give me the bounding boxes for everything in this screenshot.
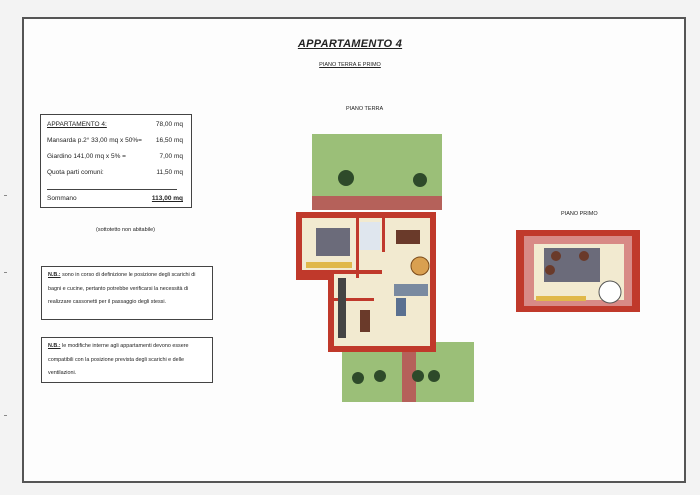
garden-top <box>312 134 442 196</box>
ground-floor-plan <box>290 130 480 405</box>
path-top <box>312 196 442 210</box>
bench-icon <box>536 296 586 301</box>
margin-mark <box>4 415 7 416</box>
margin-mark <box>4 195 7 196</box>
ground-floor-label: PIANO TERRA <box>346 106 384 112</box>
sofa-icon <box>394 284 428 296</box>
area-row-value: 78,00 mq <box>155 121 183 128</box>
note-prefix: N.B.: <box>48 272 61 278</box>
attic-note: (sottotetto non abitabile) <box>96 227 156 233</box>
area-table <box>40 114 192 208</box>
table-icon <box>396 230 420 244</box>
area-row-label: Mansarda p.2° 33,00 mq x 50%= <box>47 137 142 144</box>
tree-icon <box>413 173 427 187</box>
chair-icon <box>579 251 589 261</box>
first-floor-plan <box>512 226 644 316</box>
area-total-row <box>47 195 183 205</box>
area-row <box>47 137 183 147</box>
page-title: APPARTAMENTO 4 <box>297 38 403 50</box>
chair-icon <box>396 298 406 316</box>
area-row <box>47 153 183 163</box>
area-row <box>47 169 183 179</box>
tree-icon <box>374 370 386 382</box>
bathroom-tiles <box>360 222 380 250</box>
tree-icon <box>412 370 424 382</box>
wall-segment <box>382 218 385 252</box>
spiral-stair-icon <box>599 281 621 303</box>
dining-table-icon <box>360 310 370 332</box>
area-total-value: 113,00 mq <box>151 195 183 202</box>
area-row-value: 16,50 mq <box>155 137 183 144</box>
first-floor-label: PIANO PRIMO <box>561 211 598 217</box>
note-box-drains <box>41 266 213 320</box>
chair-icon <box>545 265 555 275</box>
note-text: sono in corso di definizione le posizione degli scarichi di bagni e cucine, pertanto potrebbe verificarsi la necessità di realizzare cassonetti per il passaggio degli stessi. <box>48 272 196 305</box>
wardrobe-icon <box>306 262 352 268</box>
note-box-changes <box>41 337 213 383</box>
area-row-value: 7,00 mq <box>159 153 183 160</box>
wall-segment <box>302 270 382 274</box>
chair-icon <box>551 251 561 261</box>
bed-icon <box>316 228 350 256</box>
tree-icon <box>338 170 354 186</box>
total-divider <box>47 189 177 190</box>
kitchen-counter <box>338 278 346 338</box>
area-row-label: Giardino 141,00 mq x 5% = <box>47 153 126 160</box>
margin-mark <box>4 272 7 273</box>
tree-icon <box>352 372 364 384</box>
page-subtitle: PIANO TERRA E PRIMO <box>319 62 381 68</box>
note-prefix: N.B.: <box>48 343 61 349</box>
area-row-label: APPARTAMENTO 4: <box>47 121 107 128</box>
note-text: le modifiche interne agli appartamenti devono essere compatibili con la posizione prevista degli scarichi e delle ventilazioni. <box>48 343 189 376</box>
area-total-label: Sommano <box>47 195 77 202</box>
wall-segment <box>356 218 359 278</box>
spiral-stair-icon <box>411 257 429 275</box>
tree-icon <box>428 370 440 382</box>
area-row-value: 11,50 mq <box>156 169 183 176</box>
area-row-label: Quota parti comuni: <box>47 169 104 176</box>
area-row <box>47 121 183 131</box>
